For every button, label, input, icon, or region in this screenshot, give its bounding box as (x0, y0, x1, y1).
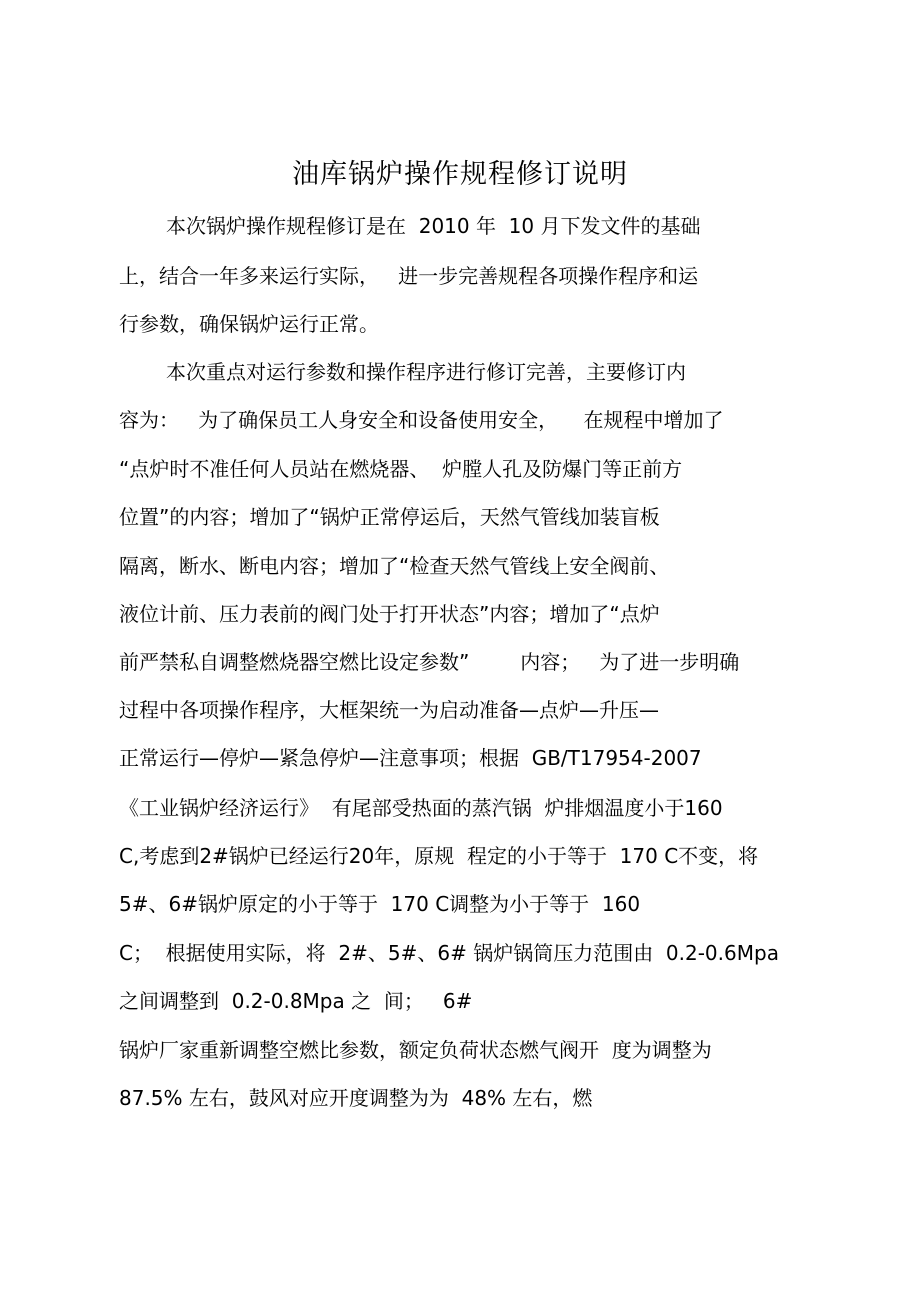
paragraph-line: 前严禁私自调整燃烧器空燃比设定参数” 内容； 为了进一步明确 (119, 650, 740, 674)
paragraph-line: 之间调整到 0.2-0.8Mpa 之 间； 6# (119, 989, 473, 1013)
paragraph-line: C,考虑到2#锅炉已经运行20年，原规 程定的小于等于 170 C不变，将 (119, 844, 759, 868)
paragraph-line: 过程中各项操作程序，大框架统一为启动准备—点炉—升压— (119, 698, 659, 722)
paragraph-line: 液位计前、压力表前的阀门处于打开状态”内容；增加了“点炉 (119, 602, 660, 626)
paragraph-line: 锅炉厂家重新调整空燃比参数，额定负荷状态燃气阀开 度为调整为 (119, 1038, 712, 1062)
paragraph-line: 正常运行—停炉—紧急停炉—注意事项；根据 GB/T17954-2007 (119, 746, 702, 770)
paragraph-line: 行参数，确保锅炉运行正常。 (119, 312, 379, 336)
paragraph-line: 上，结合一年多来运行实际， 进一步完善规程各项操作程序和运 (119, 264, 699, 288)
paragraph-line: 《工业锅炉经济运行》 有尾部受热面的蒸汽锅 炉排烟温度小于160 (119, 796, 723, 820)
paragraph-line: 5#、6#锅炉原定的小于等于 170 C调整为小于等于 160 (119, 892, 641, 916)
document-title: 油库锅炉操作规程修订说明 (292, 159, 628, 190)
paragraph-line: C； 根据使用实际，将 2#、5#、6# 锅炉锅筒压力范围由 0.2-0.6Mpa (119, 941, 779, 965)
paragraph-line: 位置”的内容；增加了“锅炉正常停运后，天然气管线加装盲板 (119, 505, 660, 529)
paragraph-line: 87.5% 左右，鼓风对应开度调整为为 48% 左右，燃 (119, 1086, 593, 1110)
paragraph-line: 隔离，断水、断电内容；增加了“检查天然气管线上安全阀前、 (119, 554, 670, 578)
paragraph-line: 本次锅炉操作规程修订是在 2010 年 10 月下发文件的基础 (166, 214, 701, 238)
paragraph-line: “点炉时不准任何人员站在燃烧器、 炉膛人孔及防爆门等正前方 (119, 457, 683, 481)
paragraph-line: 本次重点对运行参数和操作程序进行修订完善，主要修订内 (166, 360, 686, 384)
paragraph-line: 容为： 为了确保员工人身安全和设备使用安全， 在规程中增加了 (119, 408, 724, 432)
